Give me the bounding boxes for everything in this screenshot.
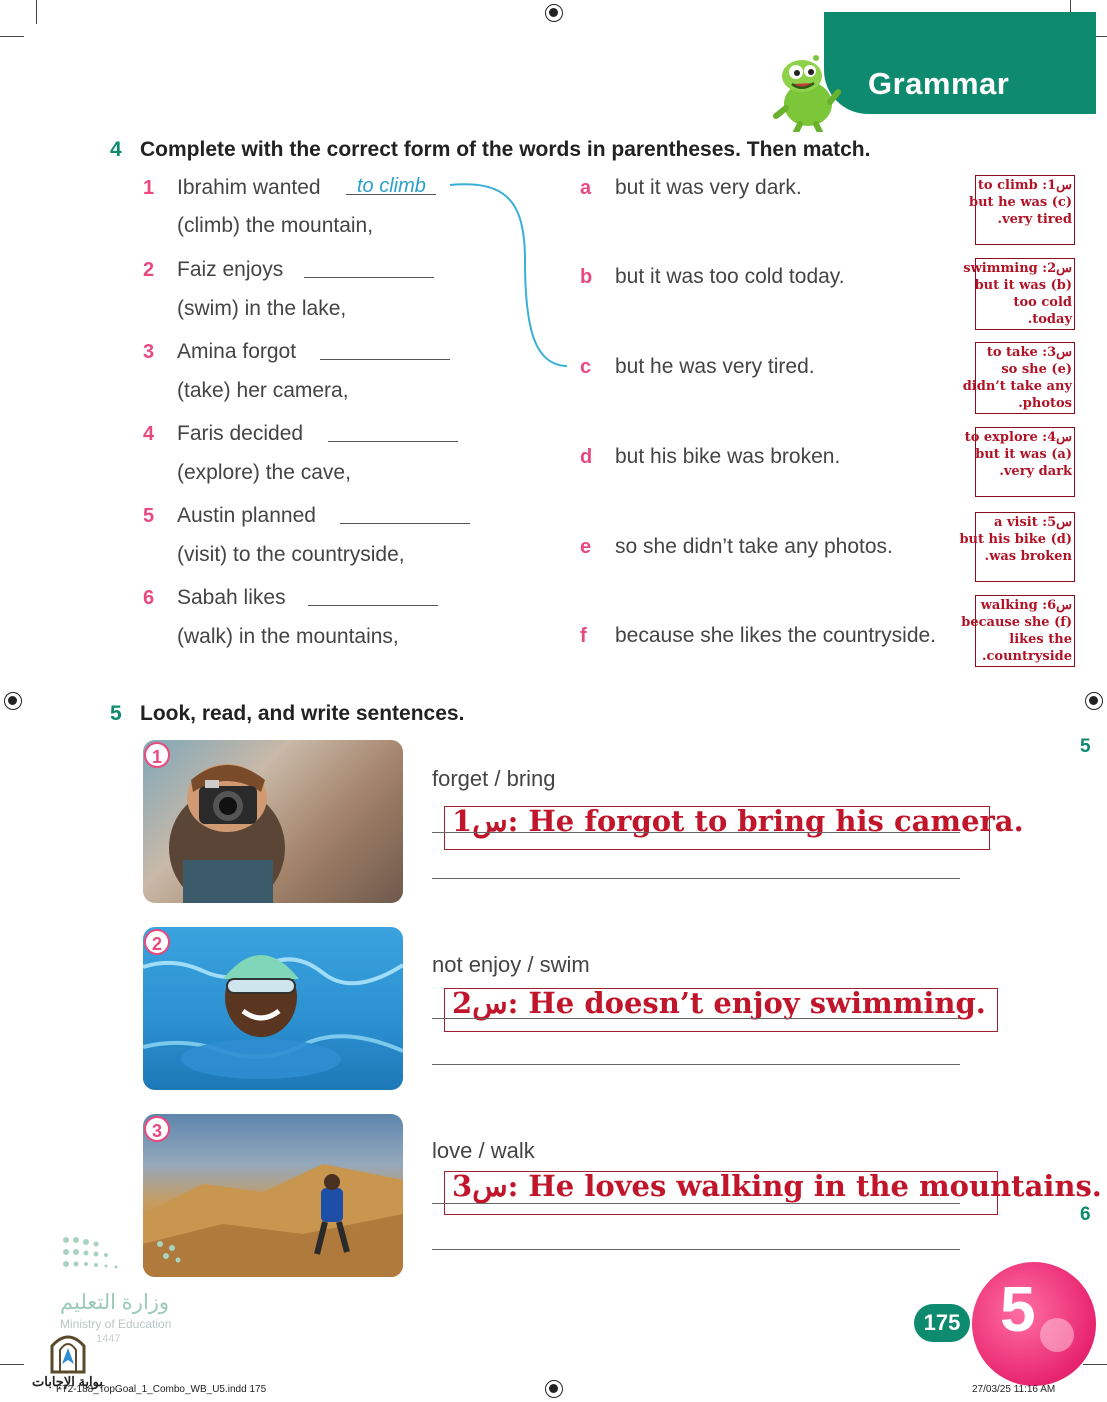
answer-sentence: س2: He doesn’t enjoy swimming.	[452, 986, 986, 1020]
photo-number-badge: 3	[144, 1116, 170, 1142]
answer-key-box: س2: swimming but it was (b) too cold today.	[975, 258, 1075, 330]
item-text: (climb) the mountain,	[177, 214, 374, 237]
answer-blank[interactable]	[328, 441, 458, 442]
crop-mark	[0, 1364, 24, 1365]
handwritten-answer: to climb	[357, 175, 426, 197]
prompt-words: forget / bring	[432, 766, 556, 791]
registration-mark	[545, 1380, 563, 1398]
item-text: Sabah likes	[177, 586, 286, 609]
crop-mark	[1083, 1364, 1107, 1365]
ministry-year: 1447	[96, 1333, 121, 1345]
item-text: (explore) the cave,	[177, 461, 351, 484]
answer-blank[interactable]	[308, 605, 438, 606]
ending-letter: d	[580, 446, 593, 468]
item-text: Faiz enjoys	[177, 258, 284, 281]
prompt-words: love / walk	[432, 1138, 535, 1163]
item-number: 4	[143, 423, 155, 445]
answer-key-box: س3: to take so she (e) didn’t take any photos.	[975, 342, 1075, 414]
answer-key-box: س5: a visit but his bike (d) was broken.	[975, 512, 1075, 582]
writing-line[interactable]	[432, 878, 960, 879]
ministry-dots-logo	[60, 1234, 190, 1278]
registration-mark	[4, 692, 22, 710]
exercise-instruction: Complete with the correct form of the words in parentheses. Then match.	[140, 138, 871, 161]
section-title: Grammar	[868, 66, 1010, 101]
prompt-words: not enjoy / swim	[432, 952, 590, 977]
ending-text: so she didn’t take any photos.	[615, 535, 893, 558]
registration-mark	[1085, 692, 1103, 710]
side-number: 5	[1080, 736, 1091, 757]
item-text: (visit) to the countryside,	[177, 543, 405, 566]
registration-mark	[545, 4, 563, 22]
item-text: (walk) in the mountains,	[177, 625, 399, 648]
item-text: Ibrahim wanted	[177, 176, 321, 199]
answer-blank[interactable]	[304, 277, 434, 278]
photo-boy-with-camera	[143, 740, 403, 903]
ending-text: because she likes the countryside.	[615, 624, 937, 647]
answer-key-box: س4: to explore but it was (a) very dark.	[975, 427, 1075, 497]
ending-text: but it was very dark.	[615, 176, 802, 199]
page-number: 175	[914, 1304, 970, 1342]
unit-number: 5	[1000, 1273, 1036, 1345]
portal-logo-icon	[46, 1326, 90, 1374]
exercise-number: 4	[110, 138, 122, 161]
answer-key-box: س1: to climb but he was (c) very tired.	[975, 175, 1075, 245]
ending-letter: e	[580, 536, 592, 558]
ending-letter: c	[580, 356, 592, 378]
ending-letter: f	[580, 625, 587, 647]
ministry-name-english: Ministry of Education	[60, 1317, 172, 1331]
side-number: 6	[1080, 1204, 1091, 1225]
item-number: 6	[143, 587, 155, 609]
portal-label: بوابة الإجابات	[32, 1374, 103, 1389]
answer-sentence: س3: He loves walking in the mountains.	[452, 1169, 1102, 1203]
writing-line[interactable]	[432, 1249, 960, 1250]
ending-letter: b	[580, 266, 593, 288]
item-text: (take) her camera,	[177, 379, 349, 402]
writing-line[interactable]	[432, 1203, 960, 1204]
unit-badge-bubble	[1040, 1318, 1074, 1352]
answer-blank[interactable]	[320, 359, 450, 360]
item-number: 5	[143, 505, 155, 527]
ending-text: but he was very tired.	[615, 355, 815, 378]
monster-mascot-icon	[772, 52, 842, 132]
answer-key-box: س6: walking because she (f) likes the countryside.	[975, 595, 1075, 667]
item-number: 1	[143, 177, 155, 199]
exercise-instruction: Look, read, and write sentences.	[140, 702, 465, 725]
item-text: Austin planned	[177, 504, 316, 527]
file-slug: F72-188_TopGoal_1_Combo_WB_U5.indd 175	[56, 1384, 267, 1395]
answer-blank[interactable]	[340, 523, 470, 524]
crop-mark	[36, 0, 37, 24]
photo-number-badge: 2	[144, 929, 170, 955]
writing-line[interactable]	[432, 1018, 960, 1019]
ending-text: but it was too cold today.	[615, 265, 845, 288]
match-line	[445, 180, 575, 375]
crop-mark	[0, 36, 24, 37]
ministry-name-arabic: وزارة التعليم	[60, 1291, 170, 1314]
date-slug: 27/03/25 11:16 AM	[972, 1384, 1056, 1395]
writing-line[interactable]	[432, 832, 960, 833]
item-text: Faris decided	[177, 422, 304, 445]
item-number: 3	[143, 341, 155, 363]
writing-line[interactable]	[432, 1064, 960, 1065]
ending-text: but his bike was broken.	[615, 445, 841, 468]
item-text: (swim) in the lake,	[177, 297, 347, 320]
item-number: 2	[143, 259, 155, 281]
answer-sentence: س1: He forgot to bring his camera.	[452, 804, 1024, 838]
item-text: Amina forgot	[177, 340, 297, 363]
photo-number-badge: 1	[144, 742, 170, 768]
exercise-number: 5	[110, 702, 122, 725]
ending-letter: a	[580, 177, 592, 199]
photo-boy-swimming	[143, 927, 403, 1090]
